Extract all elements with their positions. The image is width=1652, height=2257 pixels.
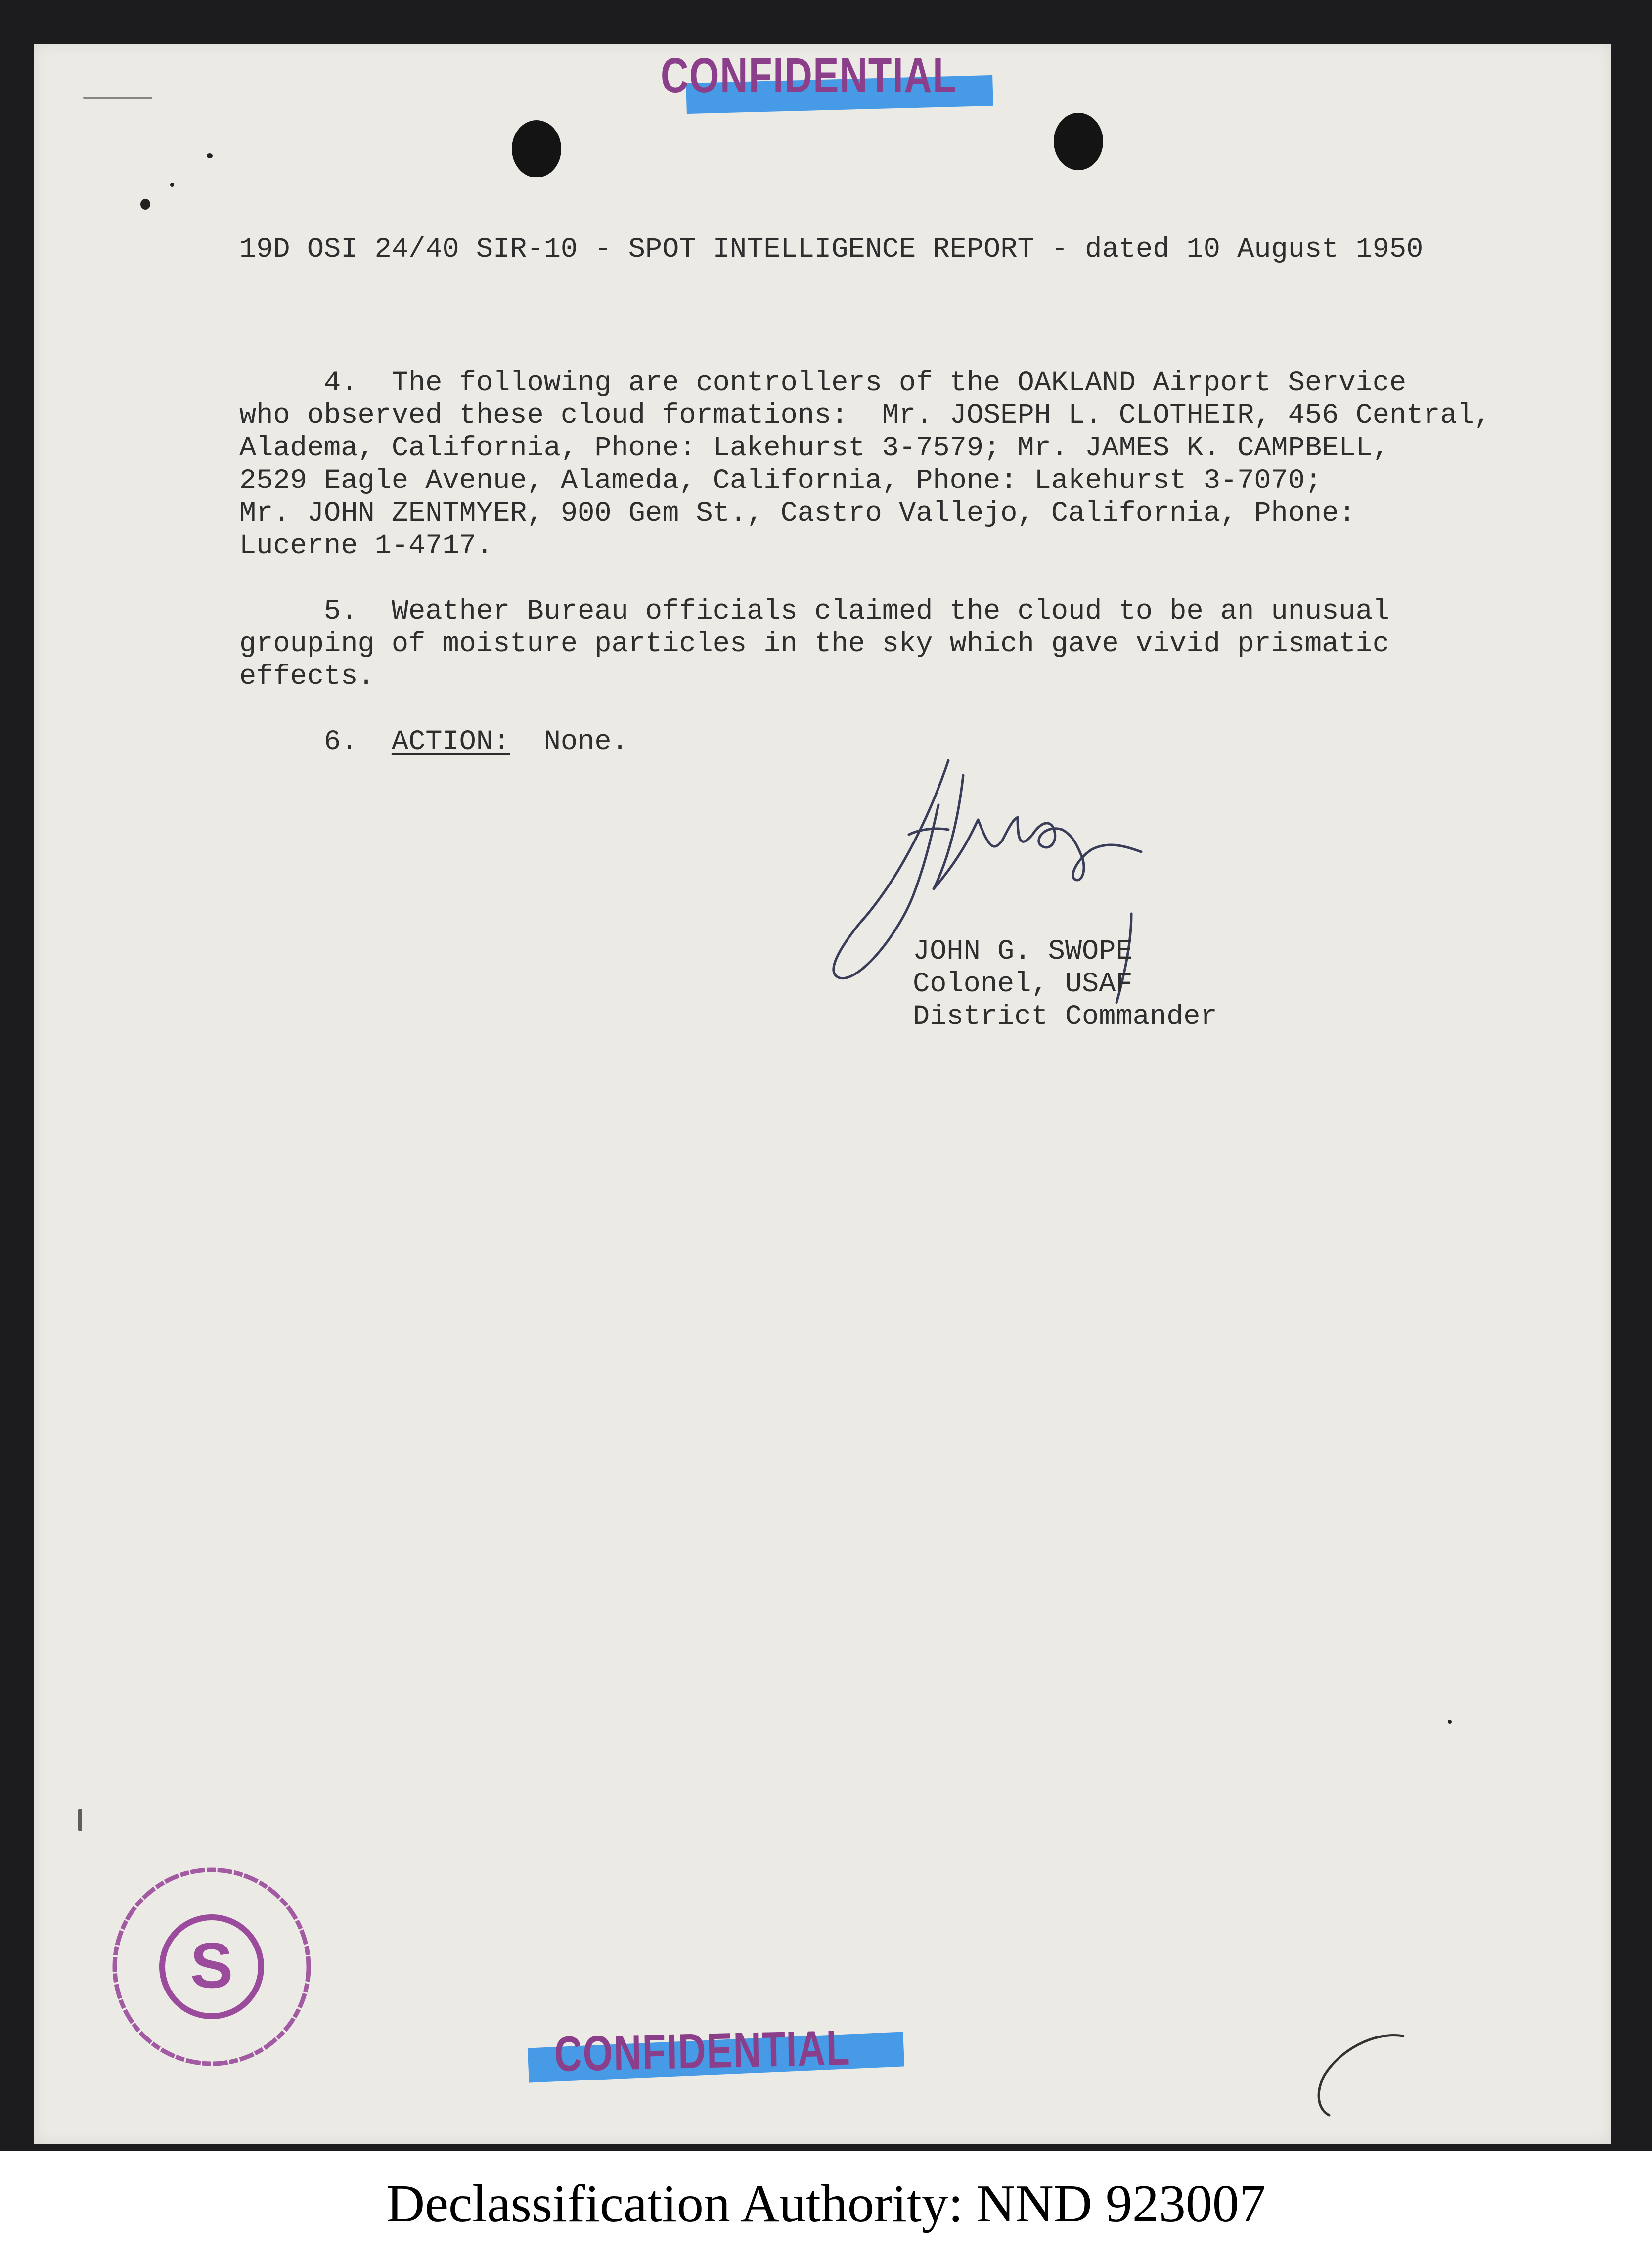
paper-speck bbox=[207, 153, 213, 158]
signer-name: JOHN G. SWOPE bbox=[913, 936, 1133, 968]
paragraph-line: grouping of moisture particles in the sky which gave vivid prismatic bbox=[239, 628, 1389, 660]
paragraph-line: 5. Weather Bureau officials claimed the cloud to be an unusual bbox=[239, 596, 1389, 627]
action-label: ACTION: bbox=[391, 726, 510, 758]
action-value: None. bbox=[510, 726, 628, 758]
punch-hole-right bbox=[1054, 113, 1103, 170]
paragraph-line: effects. bbox=[239, 661, 375, 693]
paper-speck bbox=[140, 199, 150, 210]
paper-speck bbox=[170, 183, 174, 187]
svg-text:S: S bbox=[190, 1929, 233, 2001]
paragraph-line: Aladema, California, Phone: Lakehurst 3-7579; Mr. JAMES K. CAMPBELL, bbox=[239, 433, 1389, 464]
declassification-authority: Declassification Authority: NND 923007 bbox=[386, 2174, 1266, 2233]
paragraph-6-number: 6. bbox=[239, 726, 392, 758]
pencil-mark bbox=[1290, 2021, 1448, 2120]
paper-speck bbox=[83, 97, 152, 99]
s-stamp bbox=[103, 1858, 320, 2076]
paper-mark bbox=[78, 1809, 82, 1831]
declassification-footer bbox=[0, 2151, 1652, 2257]
paragraph-line: Mr. JOHN ZENTMYER, 900 Gem St., Castro Vallejo, California, Phone: bbox=[239, 498, 1356, 530]
paragraph-line: 2529 Eagle Avenue, Alameda, California, Phone: Lakehurst 3-7070; bbox=[239, 465, 1322, 497]
paragraph-line: Lucerne 1-4717. bbox=[239, 531, 493, 562]
punch-hole-left bbox=[512, 120, 561, 177]
report-header: 19D OSI 24/40 SIR-10 - SPOT INTELLIGENCE REPORT - dated 10 August 1950 bbox=[239, 234, 1424, 266]
signer-title: District Commander bbox=[913, 1001, 1217, 1033]
signer-rank: Colonel, USAF bbox=[913, 969, 1133, 1000]
confidential-stamp-bottom: CONFIDENTIAL bbox=[554, 2020, 851, 2082]
document-page bbox=[34, 44, 1611, 2144]
paper-speck bbox=[1448, 1720, 1452, 1724]
confidential-stamp-top: CONFIDENTIAL bbox=[661, 48, 957, 103]
paragraph-line: who observed these cloud formations: Mr. JOSEPH L. CLOTHEIR, 456 Central, bbox=[239, 400, 1491, 432]
paragraph-line: 4. The following are controllers of the OAKLAND Airport Service bbox=[239, 367, 1407, 399]
paragraph-6 bbox=[239, 726, 628, 759]
